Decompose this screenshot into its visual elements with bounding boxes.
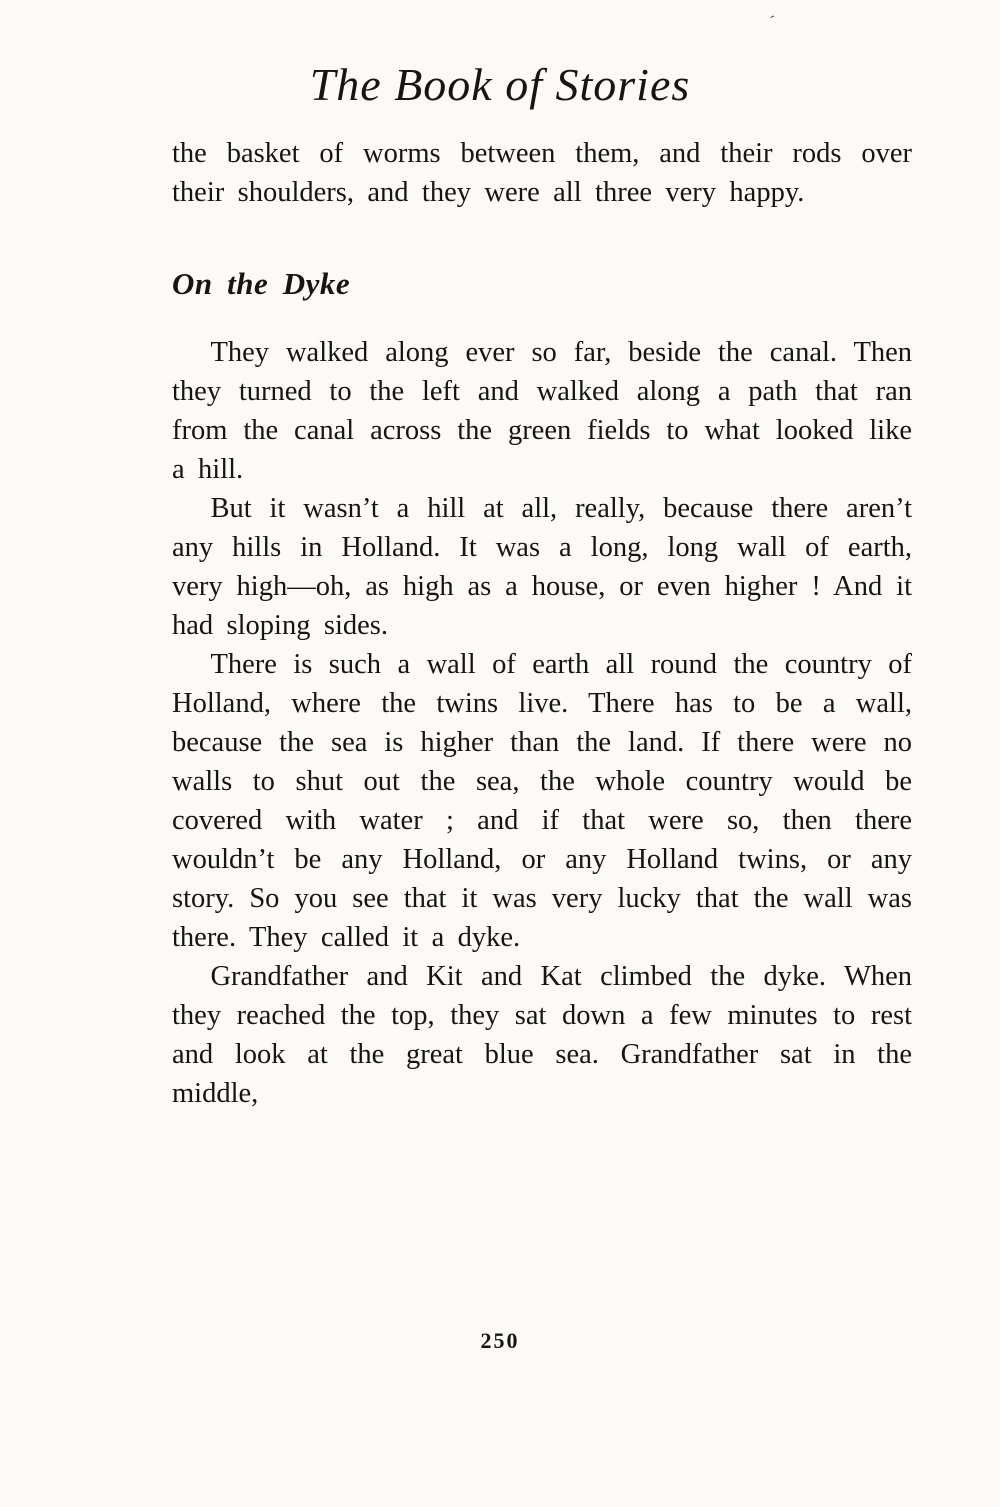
page-title: The Book of Stories (309, 59, 691, 110)
text-block (172, 134, 912, 1113)
continuation-paragraph: the basket of worms between them, and their rods over their shoulders, and they were all three very happy. (172, 138, 912, 208)
body-paragraph: There is such a wall of earth all round the country of Holland, where the twins live. There has to be a wall, because the sea is higher than the land. If there were no walls to shut out the sea, the whole country would be covered with water ; and if that were so, then there wouldn’t be any Holland, or any Holland twins, or any story. So you see that it was very lucky that the wall was there. They called it a dyke. (172, 649, 912, 953)
section-heading: On the Dyke (172, 266, 351, 301)
page-number: 250 (480, 1328, 520, 1353)
stray-mark: ˊ (766, 11, 777, 33)
body-paragraph: Grandfather and Kit and Kat climbed the dyke. When they reached the top, they sat down a few minutes to rest and look at the great blue sea. Grandfather sat in the middle, (172, 961, 912, 1109)
body-paragraph: But it wasn’t a hill at all, really, because there aren’t any hills in Holland. It was a long, long wall of earth, very high—oh, as high as a house, or even higher ! And it had sloping sides. (172, 493, 912, 641)
body-paragraph: They walked along ever so far, beside the canal. Then they turned to the left and walked along a path that ran from the canal across the green fields to what looked like a hill. (172, 337, 912, 485)
